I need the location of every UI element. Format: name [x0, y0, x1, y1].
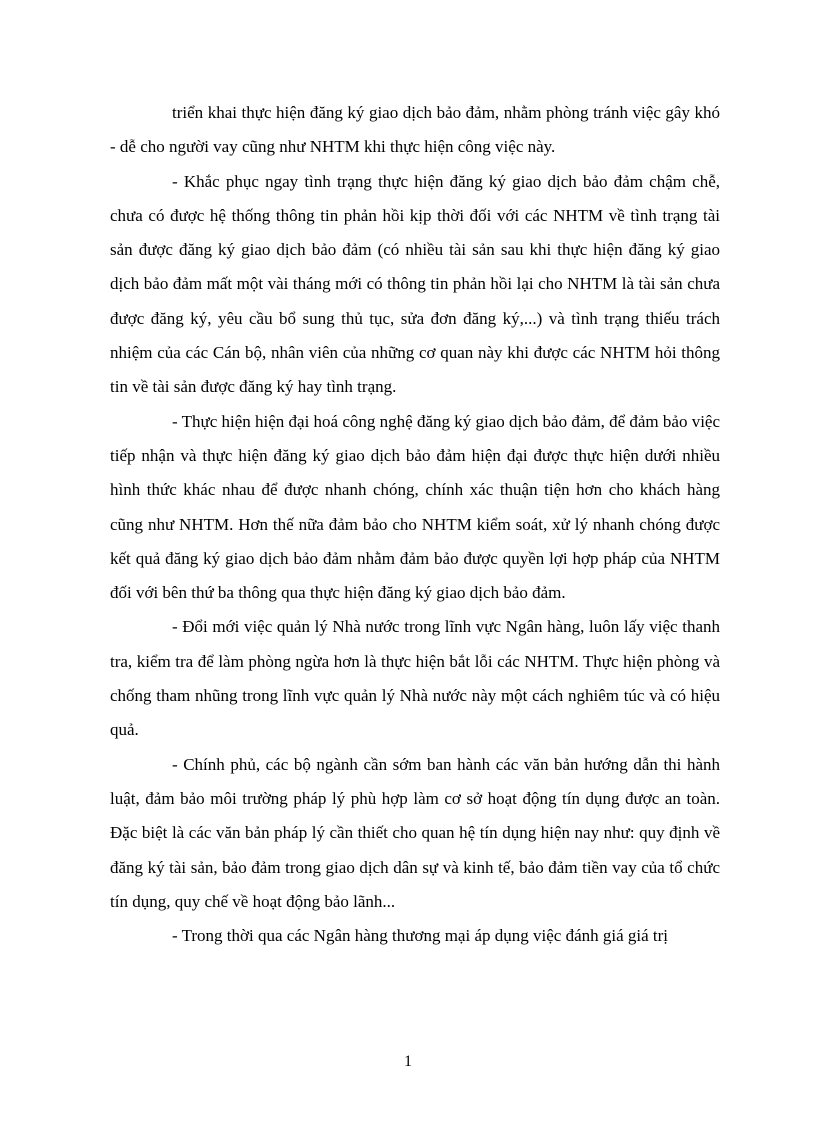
body-text — [110, 96, 720, 953]
page-number: 1 — [404, 1053, 412, 1070]
paragraph-modernization: - Thực hiện hiện đại hoá công nghệ đăng ký giao dịch bảo đảm, để đảm bảo việc tiếp nhận và thực hiện đăng ký giao dịch bảo đảm hiện đại được thực hiện dưới nhiều hình thức khác nhau để được nhanh chóng, chính xác thuận tiện hơn cho khách hàng cũng như NHTM. Hơn thế nữa đảm bảo cho NHTM kiểm soát, xử lý nhanh chóng được kết quả đăng ký giao dịch bảo đảm nhằm đảm bảo được quyền lợi hợp pháp của NHTM đối với bên thứ ba thông qua thực hiện đăng ký giao dịch bảo đảm. — [110, 411, 721, 603]
paragraph-continuation: triển khai thực hiện đăng ký giao dịch bảo đảm, nhằm phòng tránh việc gây khó - dễ cho người vay cũng như NHTM khi thực hiện công việc này. — [110, 103, 720, 157]
paragraph-asset-valuation: - Trong thời qua các Ngân hàng thương mại áp dụng việc đánh giá giá trị — [172, 926, 669, 946]
paragraph-state-management: - Đổi mới việc quản lý Nhà nước trong lĩnh vực Ngân hàng, luôn lấy việc thanh tra, kiểm tra để làm phòng ngừa hơn là thực hiện bắt lỗi các NHTM. Thực hiện phòng và chống tham nhũng trong lĩnh vực quản lý Nhà nước này một cách nghiêm túc và có hiệu quả. — [110, 617, 720, 740]
paragraph-registration-delays: - Khắc phục ngay tình trạng thực hiện đăng ký giao dịch bảo đảm chậm chễ, chưa có được hệ thống thông tin phản hồi kịp thời đối với các NHTM về tình trạng tài sản được đăng ký giao dịch bảo đảm (có nhiều tài sản sau khi thực hiện đăng ký giao dịch bảo đảm mất một vài tháng mới có thông tin phản hồi lại cho NHTM là tài sản chưa được đăng ký, yêu cầu bổ sung thủ tục, sửa đơn đăng ký,...) và tình trạng thiếu trách nhiệm của các Cán bộ, nhân viên của những cơ quan này khi được các NHTM hỏi thông tin về tài sản được đăng ký hay tình trạng. — [110, 171, 720, 397]
paragraph-government-regulations: - Chính phủ, các bộ ngành cần sớm ban hành các văn bản hướng dẫn thi hành luật, đảm bảo môi trường pháp lý phù hợp làm cơ sở hoạt động tín dụng được an toàn. Đặc biệt là các văn bản pháp lý cần thiết cho quan hệ tín dụng hiện nay như: quy định về đăng ký tài sản, bảo đảm trong giao dịch dân sự và kinh tế, bảo đảm tiền vay của tổ chức tín dụng, quy chế về hoạt động bảo lãnh... — [110, 754, 720, 911]
